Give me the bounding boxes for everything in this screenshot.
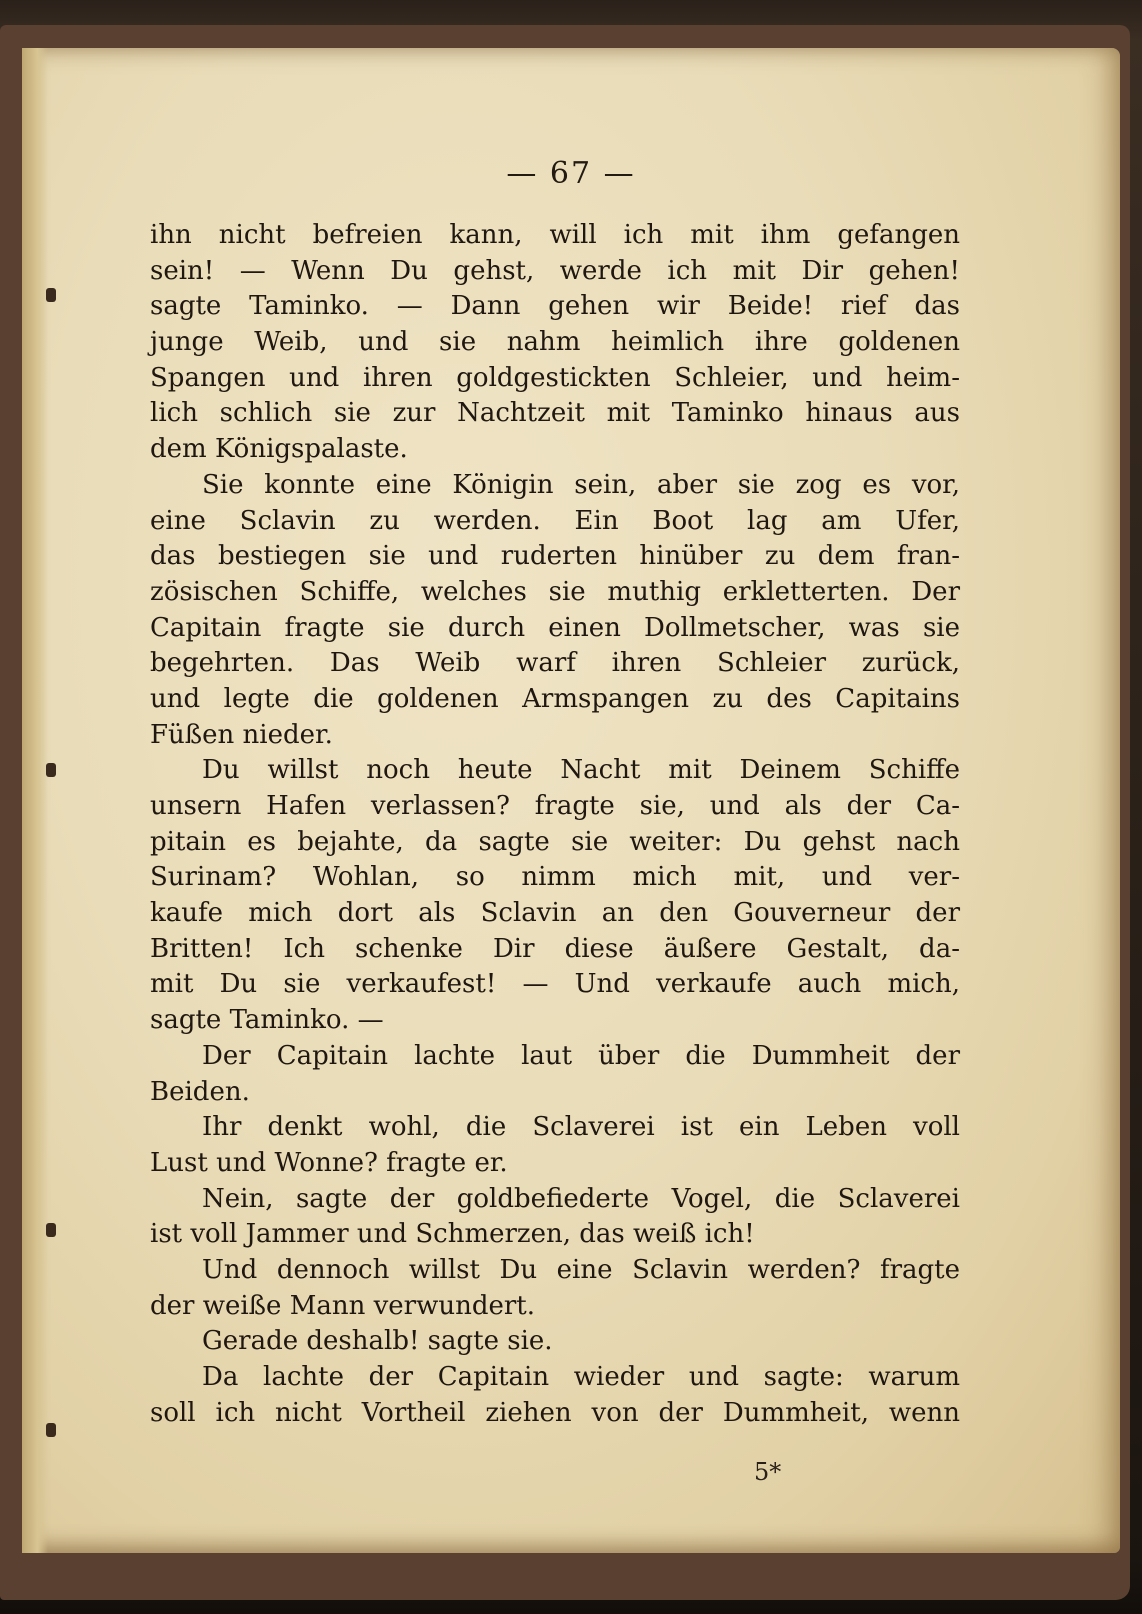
text-line: Füßen nieder. [150, 719, 333, 750]
text-line: sagte Taminko. — Dann gehen wir Beide! rief das [150, 291, 960, 322]
binding-thread-mark [46, 1223, 56, 1237]
text-line: der weiße Mann verwundert. [150, 1290, 535, 1321]
text-line: ist voll Jammer und Schmerzen, das weiß ich! [150, 1219, 755, 1250]
text-line: sagte Taminko. — [150, 1005, 384, 1036]
text-line: junge Weib, und sie nahm heimlich ihre goldenen [150, 327, 960, 358]
text-line: sein! — Wenn Du gehst, werde ich mit Dir gehen! [150, 255, 960, 286]
text-line: und legte die goldenen Armspangen zu des Capitains [150, 683, 960, 714]
printer-signature-mark: 5* [754, 1458, 782, 1486]
text-line: Nein, sagte der goldbefiederte Vogel, die Sclaverei [202, 1183, 960, 1214]
page-gutter [22, 48, 48, 1553]
text-line: zösischen Schiffe, welches sie muthig erkletterten. Der [150, 576, 960, 607]
text-line: Der Capitain lachte laut über die Dummheit der [202, 1040, 960, 1071]
text-line: dem Königspalaste. [150, 434, 408, 465]
text-line: Beiden. [150, 1076, 250, 1107]
text-line: Lust und Wonne? fragte er. [150, 1147, 508, 1178]
text-line: kaufe mich dort als Sclavin an den Gouverneur der [150, 898, 960, 929]
text-line: Britten! Ich schenke Dir diese äußere Gestalt, da- [150, 933, 960, 964]
binding-thread-mark [46, 288, 56, 302]
text-line: Ihr denkt wohl, die Sclaverei ist ein Leben voll [202, 1112, 960, 1143]
text-line: Da lachte der Capitain wieder und sagte: warum [202, 1362, 960, 1392]
text-line: pitain es bejahte, da sagte sie weiter: Du gehst nach [150, 826, 960, 857]
text-line: lich schlich sie zur Nachtzeit mit Taminko hinaus aus [150, 398, 960, 429]
text-line: Capitain fragte sie durch einen Dollmetscher, was sie [150, 612, 960, 643]
text-line: Spangen und ihren goldgestickten Schleier, und heim- [150, 362, 960, 393]
text-line: mit Du sie verkaufest! — Und verkaufe auch mich, [150, 969, 960, 1000]
text-line: soll ich nicht Vortheil ziehen von der Dummheit, wenn [150, 1397, 960, 1428]
text-line: Sie konnte eine Königin sein, aber sie zog es vor, [202, 469, 960, 500]
text-line: Surinam? Wohlan, so nimm mich mit, und ver- [150, 862, 960, 893]
book-page [22, 48, 1120, 1553]
binding-thread-mark [46, 1423, 56, 1437]
text-line: unsern Hafen verlassen? fragte sie, und als der Ca- [150, 791, 960, 821]
text-line: Gerade deshalb! sagte sie. [202, 1326, 553, 1357]
text-line: begehrten. Das Weib warf ihren Schleier zurück, [150, 648, 960, 679]
binding-thread-mark [46, 763, 56, 777]
text-line: das bestiegen sie und ruderten hinüber zu dem fran- [150, 541, 960, 572]
page-number: — 67 — [506, 156, 636, 191]
text-line: eine Sclavin zu werden. Ein Boot lag am Ufer, [150, 505, 960, 536]
text-line: ihn nicht befreien kann, will ich mit ihm gefangen [150, 220, 960, 250]
text-line: Du willst noch heute Nacht mit Deinem Schiffe [202, 755, 960, 786]
body-text [150, 218, 960, 1431]
text-line: Und dennoch willst Du eine Sclavin werden? fragte [202, 1254, 960, 1285]
